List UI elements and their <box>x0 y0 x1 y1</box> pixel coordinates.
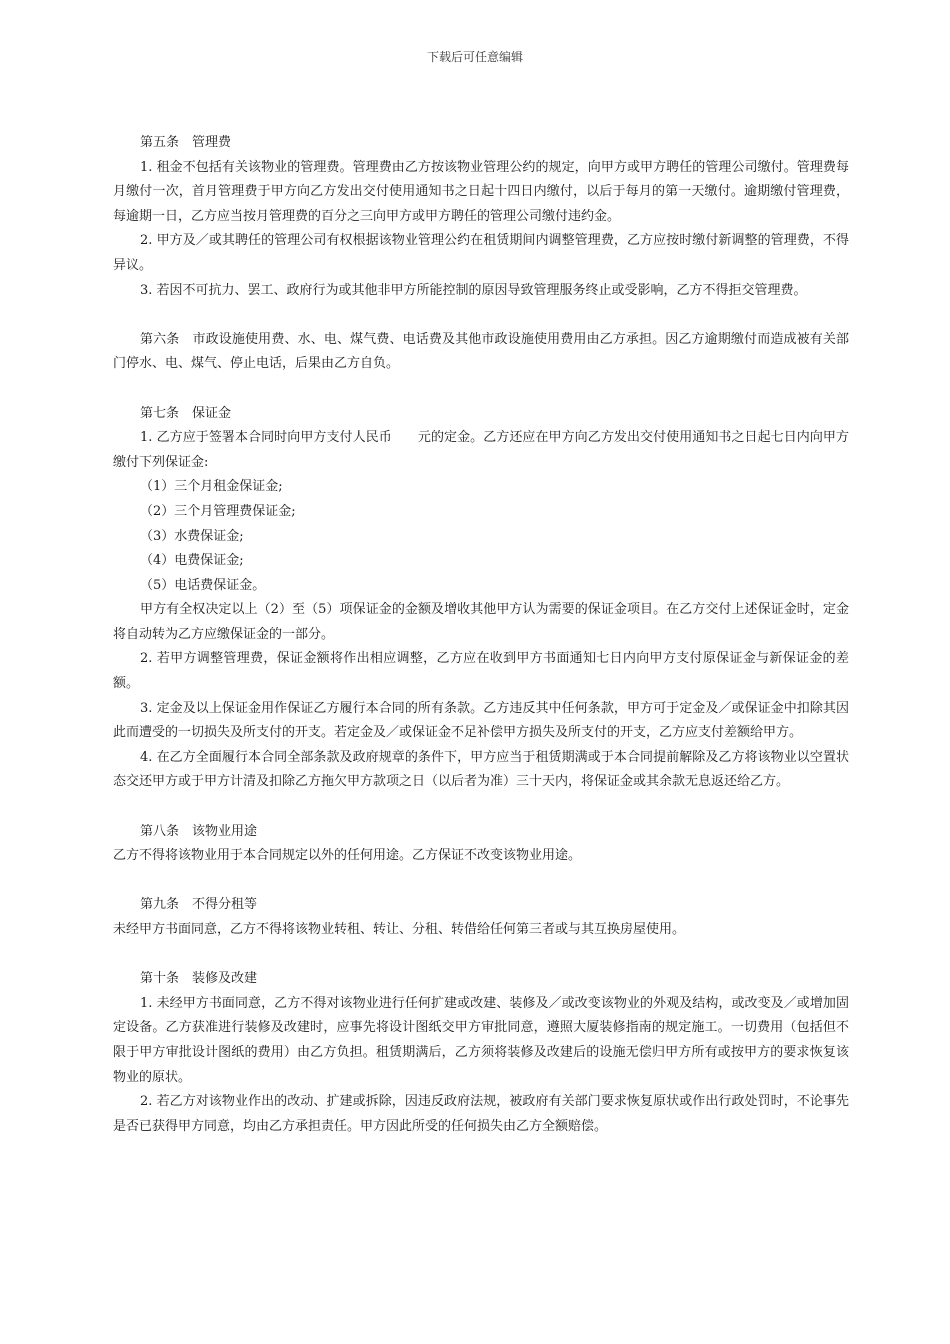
article-title: 第八条 该物业用途 <box>140 823 258 839</box>
list-item: （1）三个月租金保证金; <box>140 479 283 495</box>
paragraph: 4. 在乙方全面履行本合同全部条款及政府规章的条件下，甲方应当于租赁期满或于本合同提前解除及乙方将该物业以空置状态交还甲方或于甲方计清及扣除乙方拖欠甲方款项之日（以后者为准）三十天内，将保证金或其余款无息返还给乙方。 <box>113 749 849 790</box>
article-10 <box>113 967 849 1139</box>
paragraph: 未经甲方书面同意，乙方不得将该物业转租、转让、分租、转借给任何第三者或与其互换房屋使用。 <box>113 922 686 937</box>
article-8 <box>113 820 849 869</box>
paragraph: 甲方有全权决定以上（2）至（5）项保证金的金额及增收其他甲方认为需要的保证金项目。在乙方交付上述保证金时，定金将自动转为乙方应缴保证金的一部分。 <box>113 602 849 642</box>
paragraph: 3. 若因不可抗力、罢工、政府行为或其他非甲方所能控制的原因导致管理服务终止或受影响，乙方不得拒交管理费。 <box>140 282 807 298</box>
page-header: 下载后可任意编辑 <box>426 50 523 64</box>
article-title: 第六条 市政设施使用费、水、电、煤气费、电话费及其他市政设施使用费用由乙方承担。因乙方逾期缴付而造成被有关部门停水、电、煤气、停止电话，后果由乙方自负。 <box>113 331 849 372</box>
paragraph: 2. 甲方及／或其聘任的管理公司有权根据该物业管理公约在租赁期间内调整管理费，乙方应按时缴付新调整的管理费，不得异议。 <box>113 233 849 273</box>
article-5 <box>113 131 849 303</box>
list-item: （5）电话费保证金。 <box>140 577 266 593</box>
article-title: 第七条 保证金 <box>140 405 232 421</box>
list-item: （3）水费保证金; <box>140 528 244 544</box>
list-item: （4）电费保证金; <box>140 553 244 569</box>
article-9 <box>113 893 849 942</box>
paragraph: 2. 若甲方调整管理费，保证金额将作出相应调整，乙方应在收到甲方书面通知七日内向甲方支付原保证金与新保证金的差额。 <box>113 651 849 692</box>
paragraph: 1. 乙方应于签署本合同时向甲方支付人民币 元的定金。乙方还应在甲方向乙方发出交付使用通知书之日起七日内向甲方缴付下列保证金: <box>113 430 849 470</box>
paragraph: 3. 定金及以上保证金用作保证乙方履行本合同的所有条款。乙方违反其中任何条款，甲方可于定金及／或保证金中扣除其因此而遭受的一切损失及所支付的开支。若定金及／或保证金不足补偿甲方损失及所支付的开支，乙方应支付差额给甲方。 <box>113 700 849 741</box>
article-7 <box>113 402 849 796</box>
paragraph: 乙方不得将该物业用于本合同规定以外的任何用途。乙方保证不改变该物业用途。 <box>113 848 582 864</box>
article-title: 第五条 管理费 <box>140 135 232 150</box>
paragraph: 2. 若乙方对该物业作出的改动、扩建或拆除，因违反政府法规，被政府有关部门要求恢复原状或作出行政处罚时，不论事先是否已获得甲方同意，均由乙方承担责任。甲方因此所受的任何损失由乙方全额赔偿。 <box>113 1094 849 1134</box>
document-body <box>113 131 849 1139</box>
paragraph: 1. 租金不包括有关该物业的管理费。管理费由乙方按该物业管理公约的规定，向甲方或甲方聘任的管理公司缴付。管理费每月缴付一次，首月管理费于甲方向乙方发出交付使用通知书之日起十四日内缴付，以后于每月的第一天缴付。逾期缴付管理费，每逾期一日，乙方应当按月管理费的百分之三向甲方或甲方聘任的管理公司缴付违约金。 <box>113 159 849 224</box>
article-title: 第十条 装修及改建 <box>140 971 258 987</box>
article-6 <box>113 328 849 377</box>
article-title: 第九条 不得分租等 <box>140 897 258 913</box>
paragraph: 1. 未经甲方书面同意，乙方不得对该物业进行任何扩建或改建、装修及／或改变该物业的外观及结构，或改变及／或增加固定设备。乙方获准进行装修及改建时，应事先将设计图纸交甲方审批同意，遵照大厦装修指南的规定施工。一切费用（包括但不限于甲方审批设计图纸的费用）由乙方负担。租赁期满后，乙方须将装修及改建后的设施无偿归甲方所有或按甲方的要求恢复该物业的原状。 <box>113 995 849 1085</box>
list-item: （2）三个月管理费保证金; <box>140 503 296 519</box>
